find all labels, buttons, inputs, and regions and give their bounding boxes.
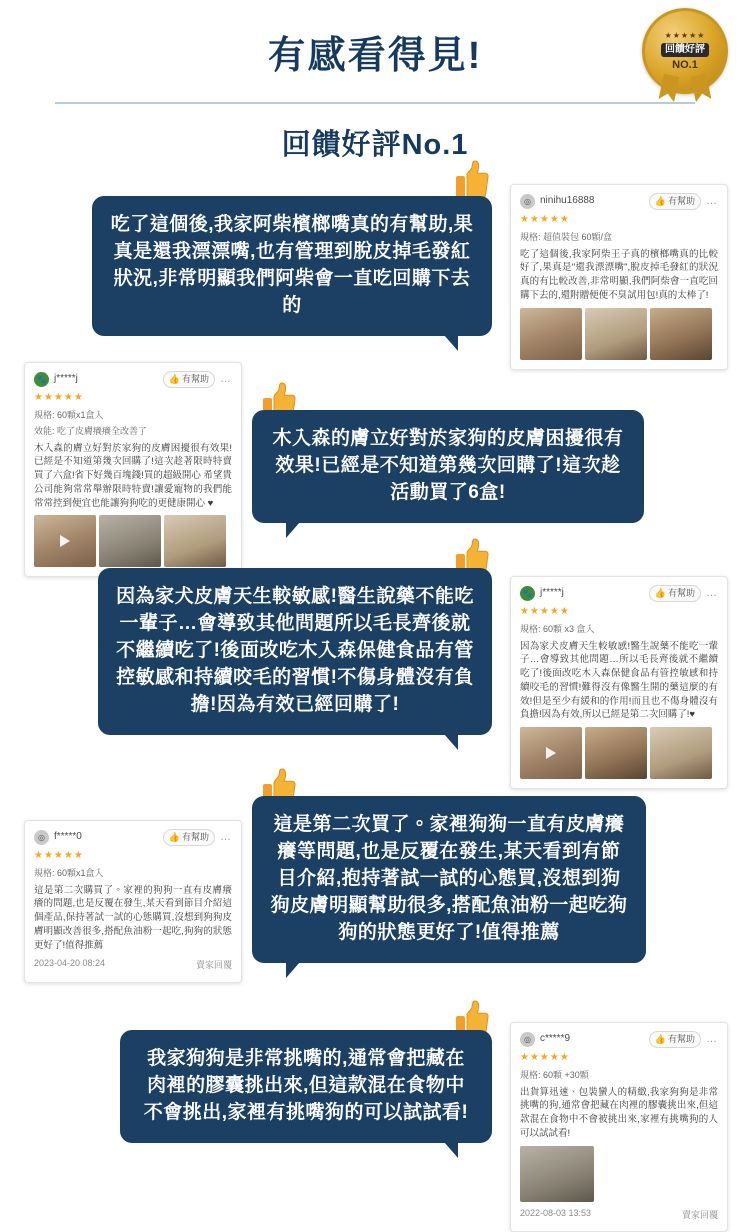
more-options-icon[interactable]: … [706,1032,718,1045]
bubble-block-3 [98,568,492,735]
review-spec: 規格: 60顆 x3 盒入 [520,623,595,634]
helpful-button[interactable] [649,1031,701,1048]
testimonial-bubble-2: 木入森的膚立好對於家狗的皮膚困擾很有效果!已經是不知道第幾次回購了!這次趁活動買了6盒! [252,410,644,523]
page-header [0,0,750,163]
review-photos[interactable] [520,1146,718,1202]
reviewer-name: f*****0 [54,831,82,843]
helpful-label: 有幫助 [181,374,209,384]
helpful-button[interactable] [163,371,215,388]
review-spec: 規格: 60顆 +30顆 [520,1069,589,1080]
review-body: 因為家犬皮膚天生較敏感!醫生說藥不能吃一輩子…會導致其他問題…所以毛長齊後就不繼續吃了!後面改吃木入森保健食品有管控敏感和持續咬毛的習慣!難得沒有像醫生開的藥這麼的有效!但是至少有緩和的作用!而且也不傷身體沒有負擔!因為有效,所以已經是第二次回購了!♥ [520,640,718,721]
helpful-button[interactable] [163,829,215,846]
review-date: 2022-08-03 13:53 [520,1207,592,1218]
bubble-block-2 [252,410,644,523]
review-photo[interactable] [585,308,647,360]
review-video[interactable] [34,515,96,567]
badge-ribbon-right [690,74,711,103]
bubble-block-4 [252,796,646,963]
more-options-icon[interactable]: … [220,372,232,385]
review-photo[interactable] [650,727,712,779]
bubble-block-1 [92,196,492,336]
testimonial-bubble-3: 因為家犬皮膚天生較敏感!醫生說藥不能吃一輩子…會導致其他問題所以毛長齊後就不繼續吃了!後面改吃木入森保健食品有管控敏感和持續咬毛的習慣!不傷身體沒有負擔!因為有效已經回購了! [98,568,492,735]
reviewer-name: j*****j [54,373,78,385]
rating-stars: ★★★★★ [520,606,570,618]
bubble-block-5 [120,1030,492,1143]
rating-stars: ★★★★★ [34,392,84,404]
avatar: 🐾 [34,372,49,387]
helpful-thumb-icon: 👍 [654,196,666,206]
helpful-thumb-icon: 👍 [168,374,180,384]
review-card-c9[interactable] [510,1022,728,1232]
review-spec: 規格: 超值裝包 60顆/盒 [520,231,613,242]
review-body: 出貨算迅速、包裝蠻人的精緻,我家狗狗是非常挑嘴的狗,通常會把藏在肉裡的膠囊挑出來,但這款混在食物中不會被挑出來,家裡有挑嘴狗的人可以試試看! [520,1086,718,1139]
review-photos[interactable] [520,308,718,360]
review-spec: 規格: 60顆x1盒入 [34,867,104,878]
review-spec: 規格: 60顆x1盒入 [34,409,104,420]
page-subtitle: 回饋好評No.1 [281,128,469,161]
review-photo[interactable] [585,727,647,779]
helpful-label: 有幫助 [667,196,695,206]
review-card-j1[interactable] [24,362,242,577]
review-photos[interactable] [520,727,718,779]
review-card-f0[interactable] [24,820,242,983]
award-badge [642,8,728,94]
review-photo[interactable] [520,1146,594,1202]
avatar: ◎ [520,194,535,209]
helpful-thumb-icon: 👍 [654,588,666,598]
testimonial-bubble-5: 我家狗狗是非常挑嘴的,通常會把藏在肉裡的膠囊挑出來,但這款混在食物中不會挑出,家裡有挑嘴狗的可以試試看! [120,1030,492,1143]
testimonial-bubble-4: 這是第二次買了。家裡狗狗一直有皮膚癢癢等問題,也是反覆在發生,某天看到有節目介紹,抱持著試一試的心態買,沒想到狗狗皮膚明顯幫助很多,搭配魚油粉一起吃狗狗的狀態更好了!值得推薦 [252,796,646,963]
review-header [520,1031,718,1048]
helpful-thumb-icon: 👍 [654,1034,666,1044]
review-photo[interactable] [650,308,712,360]
testimonial-bubble-1: 吃了這個後,我家阿柴檳榔嘴真的有幫助,果真是還我漂漂嘴,也有管理到脫皮掉毛發紅狀況,非常明顯我們阿柴會一直吃回購下去的 [92,196,492,336]
avatar: 🐾 [520,586,535,601]
helpful-button[interactable] [649,585,701,602]
seller-reply-label[interactable]: 賣家回覆 [681,1209,718,1220]
review-photos[interactable] [34,515,232,567]
helpful-button[interactable] [649,193,701,210]
avatar: ◎ [520,1032,535,1047]
header-divider [55,102,695,104]
helpful-thumb-icon: 👍 [168,832,180,842]
reviewer-name: j*****j [540,587,564,599]
rating-stars: ★★★★★ [34,850,84,862]
review-header [34,371,232,388]
review-card-ninihu16888[interactable] [510,184,728,370]
helpful-label: 有幫助 [181,832,209,842]
more-options-icon[interactable]: … [706,194,718,207]
review-header [34,829,232,846]
rating-stars: ★★★★★ [520,1052,570,1064]
badge-stars: ★★★★★ [664,30,706,40]
badge-line2: NO.1 [672,58,698,71]
reviewer-name: ninihu16888 [540,195,595,207]
helpful-label: 有幫助 [667,1034,695,1044]
more-options-icon[interactable]: … [706,586,718,599]
review-header [520,193,718,210]
page-title: 有感看得見! [267,35,483,77]
more-options-icon[interactable]: … [220,830,232,843]
reviewer-name: c*****9 [540,1033,571,1045]
thumbs-up-icon-1 [455,160,489,200]
review-photo[interactable] [520,308,582,360]
review-body: 這是第二次購買了。家裡的狗狗一直有皮膚癢癢的問題,也是反覆在發生,某天看到節目介紹這個產品,保持著試一試的心態購買,沒想到狗狗皮膚明顯改善很多,搭配魚油粉一起吃,狗狗的狀態更好了!值得推薦 [34,884,232,951]
review-header [520,585,718,602]
review-date: 2023-04-20 08:24 [34,958,106,969]
review-card-j2[interactable] [510,576,728,789]
review-body: 木入森的膚立好對於家狗的皮膚困擾很有效果!已經是不知道第幾次回購了!這次趁著限時特賣買了六盒!省下好幾百塊錢!買的超級開心 希望貴公司能夠常常舉辦限時特賣!讓愛寵物的我們能常常控到便宜也能讓狗狗吃的更健康開心 ♥ [34,442,232,509]
avatar: ◎ [34,830,49,845]
rating-stars: ★★★★★ [520,214,570,226]
seller-reply-label[interactable]: 賣家回覆 [195,960,232,971]
review-video[interactable] [520,727,582,779]
badge-ribbon-left [658,74,679,103]
helpful-label: 有幫助 [667,588,695,598]
badge-line1: 回饋好評 [661,43,709,57]
review-effect: 效能: 吃了皮膚癢癢全改善了 [34,425,148,436]
review-body: 吃了這個後,我家阿柴王子真的檳榔嘴真的比較好了,果真是"還我漂漂嘴",脫皮掉毛發紅的狀況真的有比較改善,非常明顯,我們阿柴會一直吃回購下去的,還附贈便便不臭試用包!真的太棒了! [520,248,718,301]
review-photo[interactable] [164,515,226,567]
review-photo[interactable] [99,515,161,567]
